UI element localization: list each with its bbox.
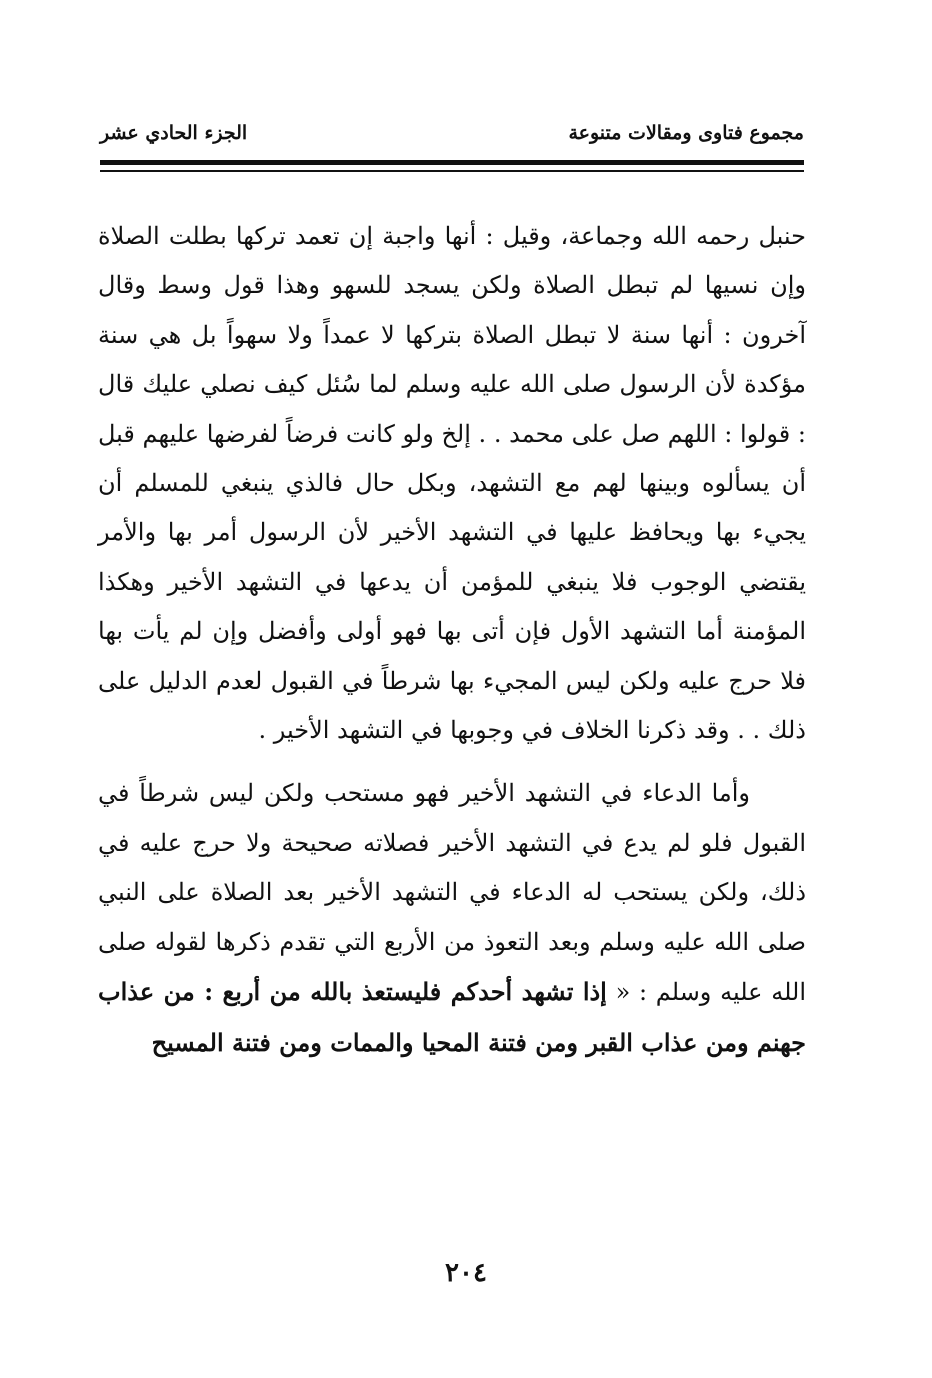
paragraph-2 xyxy=(98,769,806,1067)
running-header xyxy=(100,118,804,154)
paragraph-1: حنبل رحمه الله وجماعة، وقيل : أنها واجبة إن تعمد تركها بطلت الصلاة وإن نسيها لم تبطل الصلاة ولكن يسجد للسهو وهذا قول وسط وقال آخرون : أنها سنة لا تبطل الصلاة بتركها لا عمداً ولا سهواً بل هي سنة مؤكدة لأن الرسول صلى الله عليه وسلم لما سُئل كيف نصلي عليك قال : قولوا : اللهم صل على محمد . . إلخ ولو كانت فرضاً لفرضها عليهم قبل أن يسألوه وبينها لهم مع التشهد، وبكل حال فالذي ينبغي للمسلم أن يجيء بها ويحافظ عليها في التشهد الأخير لأن الرسول أمر بها والأمر يقتضي الوجوب فلا ينبغي للمؤمن أن يدعها في التشهد الأخير وهكذا المؤمنة أما التشهد الأول فإن أتى بها فهو أولى وأفضل وإن لم يأت بها فلا حرج عليه ولكن ليس المجيء بها شرطاً في القبول لعدم الدليل على ذلك . . وقد ذكرنا الخلاف في وجوبها في التشهد الأخير . xyxy=(98,222,806,745)
paragraph-2-text: وأما الدعاء في التشهد الأخير فهو مستحب ولكن ليس شرطاً في القبول فلو لم يدع في التشهد الأخير فصلاته صحيحة ولا حرج عليه في ذلك، ولكن يستحب له الدعاء في التشهد الأخير بعد الصلاة على النبي صلى الله عليه وسلم وبعد التعوذ من الأربع التي تقدم ذكرها لقوله صلى الله عليه وسلم : « xyxy=(98,779,807,1007)
volume-label: الجزء الحادي عشر xyxy=(100,122,248,144)
page-number: ٢٠٤ xyxy=(445,1258,487,1288)
header-rule-thin xyxy=(100,170,804,172)
hadith-quote: إذا تشهد أحدكم فليستعذ بالله من أربع : من عذاب جهنم ومن عذاب القبر ومن فتنة المحيا والممات ومن فتنة المسيح xyxy=(98,977,806,1057)
header-rule-thick xyxy=(100,160,804,165)
page-body xyxy=(98,212,806,1068)
book-title: مجموع فتاوى ومقالات متنوعة xyxy=(568,122,804,144)
